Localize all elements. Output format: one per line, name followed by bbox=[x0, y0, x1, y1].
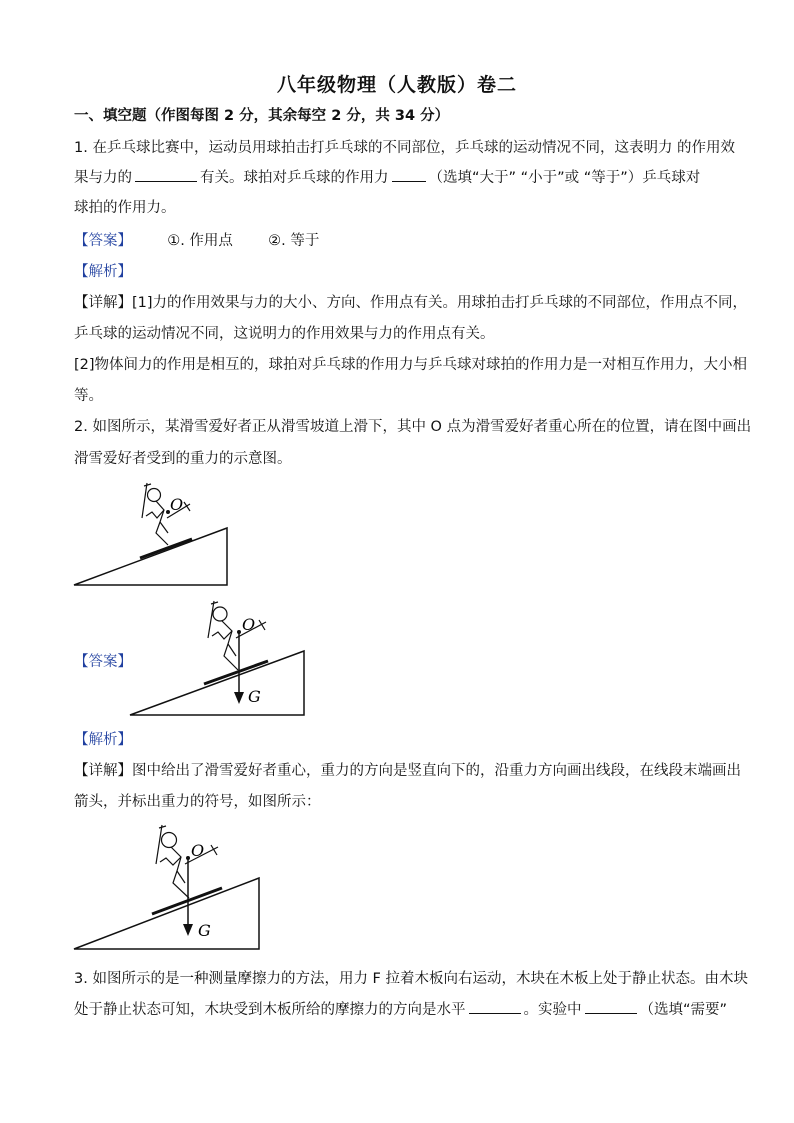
slope-triangle bbox=[74, 878, 259, 949]
q1-text-c: （选填“大于” “小于”或 “等于”）乒乓球对 bbox=[428, 170, 701, 186]
detail-tag: 【详解】 bbox=[74, 295, 132, 311]
q2-detail-line-2: 箭头，并标出重力的符号，如图所示： bbox=[74, 794, 321, 810]
ski-pole bbox=[142, 483, 147, 518]
q1-answer-1: ①. 作用点 bbox=[167, 233, 233, 249]
q2-detail-line-1 bbox=[74, 759, 741, 780]
section-heading: 一、填空题（作图每图 2 分，其余每空 2 分，共 34 分） bbox=[74, 108, 450, 124]
label-g: G bbox=[198, 921, 211, 940]
skier-head bbox=[148, 489, 161, 502]
skier-head bbox=[213, 607, 227, 621]
q1-line-1: 1. 在乒乓球比赛中，运动员用球拍击打乒乓球的不同部位，乒乓球的运动情况不同，这表明力 的作用效 bbox=[74, 140, 736, 156]
q1-blank-2[interactable] bbox=[392, 167, 426, 182]
label-g: G bbox=[248, 687, 261, 706]
q1-text-b: 有关。球拍对乒乓球的作用力 bbox=[200, 170, 389, 186]
label-o: O bbox=[191, 841, 205, 860]
q2-figure-skier bbox=[72, 478, 232, 590]
q2-line-1: 2. 如图所示，某滑雪爱好者正从滑雪坡道上滑下，其中 O 点为滑雪爱好者重心所在的位置，请在图中画出 bbox=[74, 419, 752, 435]
q1-detail-line-2: 乒乓球的运动情况不同，这说明力的作用效果与力的作用点有关。 bbox=[74, 326, 495, 342]
q2-answer-tag: 【答案】 bbox=[74, 654, 132, 670]
q3-blank-2[interactable] bbox=[585, 999, 637, 1014]
q2-detail-text-1: 图中给出了滑雪爱好者重心，重力的方向是竖直向下的，沿重力方向画出线段，在线段末端画出 bbox=[132, 763, 741, 779]
slope-triangle bbox=[130, 651, 304, 715]
skier-on-slope-diagram bbox=[72, 478, 232, 590]
ski-pole bbox=[208, 601, 214, 638]
slope-triangle bbox=[74, 528, 227, 585]
q2-line-2: 滑雪爱好者受到的重力的示意图。 bbox=[74, 451, 292, 467]
q2-analysis-tag: 【解析】 bbox=[74, 732, 132, 748]
skier-body bbox=[171, 847, 189, 898]
q1-line-2 bbox=[74, 166, 700, 187]
ski bbox=[204, 661, 268, 684]
arrow-head bbox=[234, 692, 244, 704]
q1-text-a: 果与力的 bbox=[74, 170, 132, 186]
answer-tag: 【答案】 bbox=[74, 233, 132, 249]
ski-pole bbox=[156, 825, 162, 864]
q1-answer-2: ②. 等于 bbox=[268, 233, 320, 249]
q1-line-3: 球拍的作用力。 bbox=[74, 200, 176, 216]
ski bbox=[152, 888, 222, 914]
q2-detail-figure bbox=[72, 820, 262, 952]
skier-head bbox=[162, 833, 177, 848]
q1-detail-text-1: [1]力的作用效果与力的大小、方向、作用点有关。用球拍击打乒乓球的不同部位，作用点不同， bbox=[132, 295, 748, 311]
label-o: O bbox=[242, 615, 256, 634]
skier-gravity-diagram bbox=[72, 820, 262, 952]
q3-text-b: 。实验中 bbox=[523, 1002, 582, 1018]
q3-blank-1[interactable] bbox=[469, 999, 521, 1014]
skier-body bbox=[222, 621, 238, 670]
q1-analysis-tag: 【解析】 bbox=[74, 264, 132, 280]
q1-detail-line-3: [2]物体间力的作用是相互的，球拍对乒乓球的作用力与乒乓球对球拍的作用力是一对相互作用力，大小相 bbox=[74, 357, 748, 373]
q1-blank-1[interactable] bbox=[135, 167, 197, 182]
arrow-head bbox=[183, 924, 193, 936]
q1-detail-line-1 bbox=[74, 291, 747, 312]
q3-line-1: 3. 如图所示的是一种测量摩擦力的方法，用力 F 拉着木板向右运动，木块在木板上处于静止状态。由木块 bbox=[74, 971, 748, 987]
label-o: O bbox=[170, 495, 184, 514]
q2-answer-figure bbox=[128, 596, 308, 720]
q3-text-a: 处于静止状态可知，木块受到木板所给的摩擦力的方向是水平 bbox=[74, 1002, 466, 1018]
page-title: 八年级物理（人教版）卷二 bbox=[276, 74, 517, 96]
q3-line-2 bbox=[74, 998, 727, 1019]
skier-body bbox=[156, 501, 168, 545]
ski bbox=[140, 539, 192, 558]
q1-detail-line-4: 等。 bbox=[74, 388, 103, 404]
skier-gravity-diagram bbox=[128, 596, 308, 720]
detail-tag: 【详解】 bbox=[74, 763, 132, 779]
q3-text-c: （选填“需要” bbox=[639, 1002, 728, 1018]
q1-answer-row bbox=[74, 229, 319, 250]
